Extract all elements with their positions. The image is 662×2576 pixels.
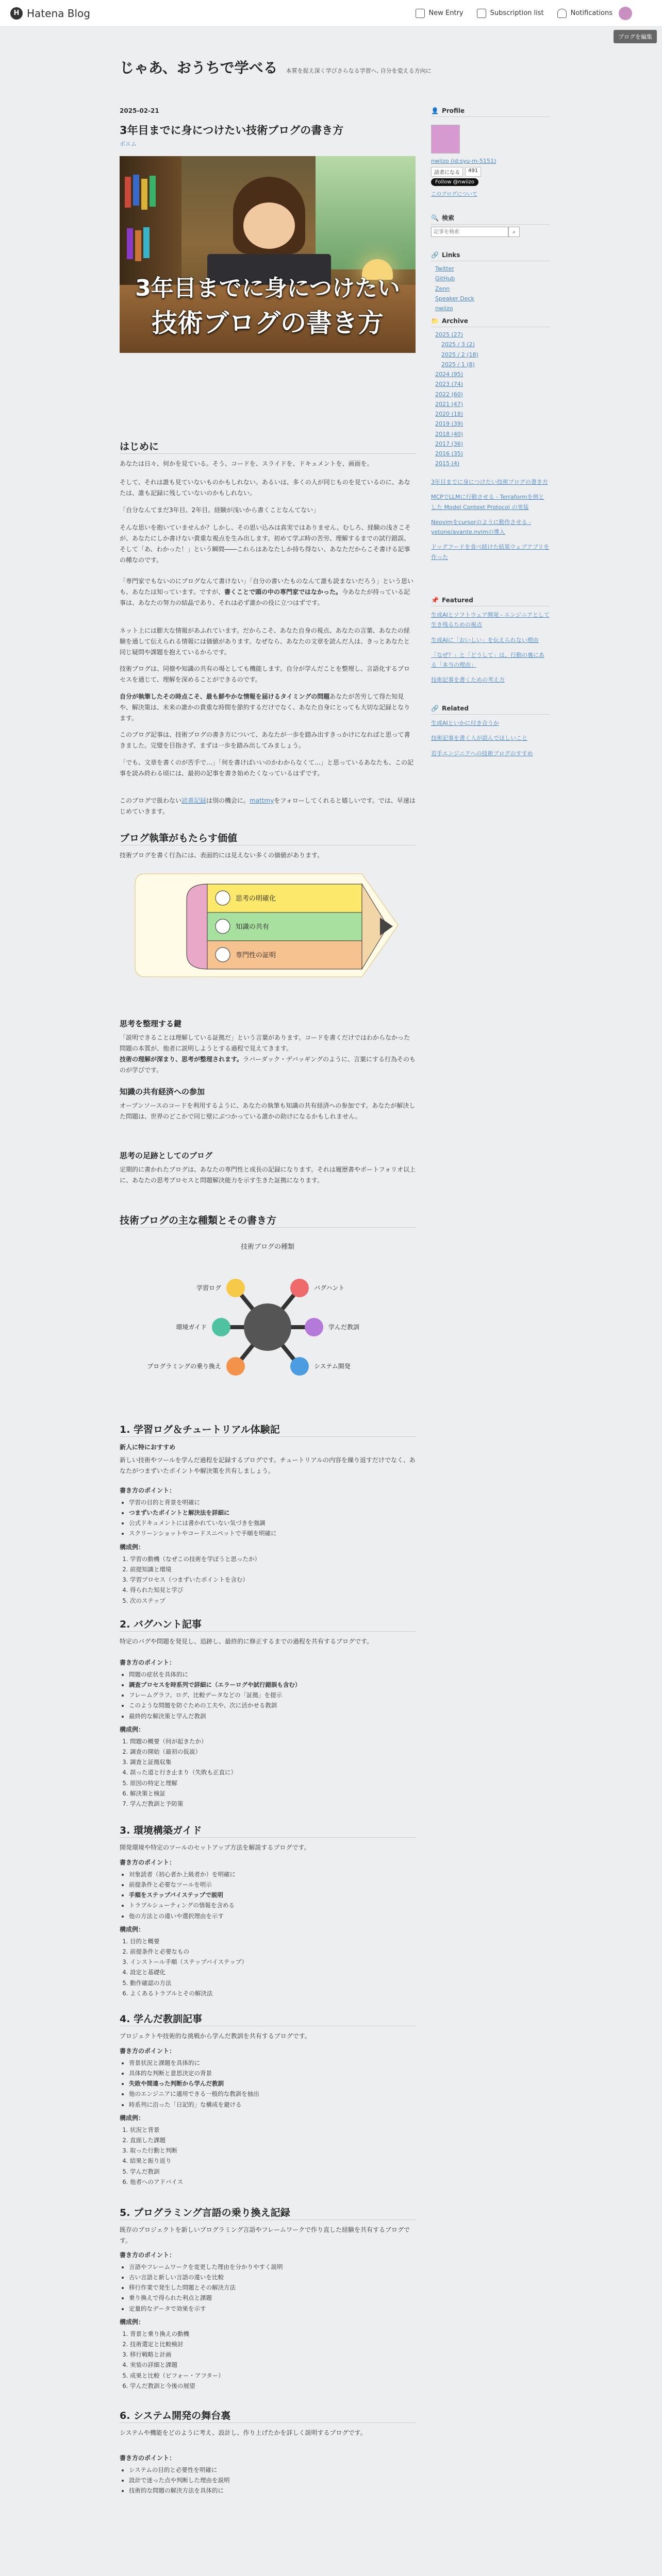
list-item: • 公式ドキュメントには書かれていない気づきを強調 xyxy=(129,1518,416,1528)
list-item: 2. 調査の開始（最初の仮説） xyxy=(130,1747,416,1757)
archive-item[interactable]: 2019 (39) xyxy=(435,420,464,428)
archive-item[interactable]: 2025 (27) xyxy=(435,331,464,338)
list-item: • 具体的な判断と意思決定の背景 xyxy=(129,2068,416,2078)
list-item: • 前提条件と必要なツールを明示 xyxy=(129,1879,416,1890)
paragraph: 既存のプロジェクトを新しいプログラミング言語やフレームワークで作り直した経験を共有するブログです。 xyxy=(120,2226,410,2244)
divider xyxy=(120,1631,416,1632)
list-item: • トラブルシューティングの情報を含める xyxy=(129,1900,416,1910)
points-label: 書き方のポイント： xyxy=(120,2251,176,2259)
link-item[interactable]: Speaker Deck xyxy=(435,295,474,302)
language-switch-icon xyxy=(226,1357,245,1376)
featured-heading: 📌 Featured xyxy=(431,597,550,606)
paragraph: 自分が執筆したその時点こそ、最も鮮やかな情報を届けるタイミングの問題あなたが苦労して得た知見や、解決策は、未来の誰かの貴重な時間を節約するだけでなく、あなた自身にとっても大切な記録となります。 xyxy=(120,693,410,722)
profile-heading: 👤 Profile xyxy=(431,107,550,117)
hub-label: 環境ガイド xyxy=(176,1324,207,1331)
archive-item[interactable]: 2018 (40) xyxy=(435,430,464,437)
list-item: 5. 動作確認の方法 xyxy=(130,1978,416,1988)
user-avatar[interactable] xyxy=(619,7,632,20)
archive-list xyxy=(435,330,478,469)
list-item: 2. 技術選定と比較検討 xyxy=(130,2339,416,2349)
character-face xyxy=(243,202,295,249)
heading-knowledge-sharing: 知識の共有経済への参加 xyxy=(120,1087,205,1096)
list-item: 2. 直面した課題 xyxy=(130,2135,416,2145)
book-illustration xyxy=(135,230,141,261)
book-illustration xyxy=(143,227,150,258)
hub-label: システム開発 xyxy=(314,1363,351,1370)
points-list xyxy=(120,2465,416,2496)
archive-item[interactable]: 2015 (4) xyxy=(435,460,460,467)
link-icon: 🔗 xyxy=(431,251,439,259)
paragraph: 「説明できることは理解している証拠だ」という言葉があります。コードを書くだけではわからなかった問題の本質が、他者に説明しようとする過程で見えてきます。 xyxy=(120,1034,410,1052)
hub-title: 技術ブログの種類 xyxy=(240,1243,295,1251)
list-item: 2. 前提知識と環境 xyxy=(130,1564,416,1574)
list-item: 1. 学習の動機（なぜこの技術を学ぼうと思ったか） xyxy=(130,1554,416,1564)
archive-item[interactable]: 2017 (36) xyxy=(435,440,464,447)
bug-icon xyxy=(290,1279,309,1297)
pencil-label: 思考の明確化 xyxy=(236,895,276,903)
paragraph: ネット上には膨大な情報があふれています。だからこそ、あなた自身の視点、あなたの言葉、あなたの経験を通して伝えられる情報には価値があります。なぜなら、あなたの文章を読んだ人は、きっとあなたと同じ疑問や課題を抱えているからです。 xyxy=(120,627,410,656)
entry-category[interactable]: ポエム xyxy=(120,141,137,148)
search-icon: 🔍 xyxy=(431,214,439,222)
archive-item[interactable]: 2020 (18) xyxy=(435,411,464,417)
hub-center xyxy=(244,1303,291,1351)
list-item: • 背景状況と課題を具体的に xyxy=(129,2058,416,2068)
list-item: 1. 目的と概要 xyxy=(130,1936,416,1946)
list-item: • このような問題を防ぐための工夫や、次に活かせる教訓 xyxy=(129,1700,416,1710)
link-item[interactable]: Twitter xyxy=(435,265,454,272)
list-item: 3. 移行戦略と計画 xyxy=(130,2349,416,2360)
list-item: 2. 前提条件と必要なもの xyxy=(130,1946,416,1957)
heading-type-3: 3. 環境構築ガイド xyxy=(120,1825,202,1836)
paragraph: 「自分なんてまだ3年目、2年目。経験が浅いから書くことなんてない」 xyxy=(120,506,320,514)
list-item: 3. 取った行動と判断 xyxy=(130,2145,416,2156)
paragraph: 特定のバグや問題を発見し、追跡し、最終的に修正するまでの過程を共有するブログです。 xyxy=(120,1638,373,1645)
book-illustration xyxy=(133,175,139,206)
list-item: 4. 得られた知見と学び xyxy=(130,1585,416,1595)
pin-icon: 📌 xyxy=(431,597,439,604)
profile-avatar[interactable] xyxy=(431,125,460,154)
list-item: 1. 問題の概要（何が起きたか） xyxy=(130,1736,416,1747)
pencil-band-sharing xyxy=(207,912,362,941)
archive-icon: 📁 xyxy=(431,317,439,325)
blog-header xyxy=(120,57,432,77)
list-item: 3. 学習プロセス（つまずいたポイントを含む） xyxy=(130,1574,416,1585)
share-icon xyxy=(216,919,230,934)
list-item: • 設計で迷った点や判断した理由を説明 xyxy=(129,2475,416,2485)
lightbulb-icon xyxy=(216,891,230,905)
structure-label: 構成例： xyxy=(120,1926,145,1933)
reading-log-link[interactable]: 読書記録 xyxy=(181,797,207,804)
heading-blog-value: ブログ執筆がもたらす価値 xyxy=(120,833,238,844)
heading-type-2: 2. バグハント記事 xyxy=(120,1619,202,1630)
archive-item[interactable]: 2025 / 2 (18) xyxy=(441,351,478,358)
main-article xyxy=(120,107,416,2495)
hub-label: プログラミングの乗り換え xyxy=(147,1363,221,1370)
heading-introduction: はじめに xyxy=(120,441,159,452)
paragraph: このブログで扱わない読書記録は別の機会に。mattmyをフォローしてくれると嬉しいです。では、早速はじめていきます。 xyxy=(120,797,416,815)
points-label: 書き方のポイント： xyxy=(120,1659,176,1666)
points-label: 書き方のポイント： xyxy=(120,2454,176,2462)
pencil-diagram xyxy=(130,869,405,982)
list-item: • 移行作業で発生した問題とその解決方法 xyxy=(129,2282,416,2293)
link-item[interactable]: nwiizo xyxy=(435,305,453,312)
paragraph: 新しい技術やツールを学んだ過程を記録するブログです。チュートリアルの内容を繰り返すだけでなく、あなたがつまずいたポイントや解決策を共有しましょう。 xyxy=(120,1456,416,1475)
hub-label: バグハント xyxy=(314,1284,345,1292)
list-item: 6. 他者へのアドバイス xyxy=(130,2177,416,2187)
paragraph: 技術ブログを書く行為には、表面的には見えない多くの価値があります。 xyxy=(120,852,324,859)
heading-type-6: 6. システム開発の舞台裏 xyxy=(120,2410,231,2421)
pencil-band-expertise xyxy=(207,941,362,969)
paragraph: 「専門家でもないのにブログなんて書けない」「自分の書いたものなんて誰も読まないだろう」という思いも、あなたは知っています。ですが、書くことで頭の中の専門家ではなかった。今あなたが持っている記事は、あなたの努力の結晶であり、それは必ず誰かの役に立つはずです。 xyxy=(120,578,414,606)
list-item: 4. 設定と基礎化 xyxy=(130,1967,416,1977)
user-icon: 👤 xyxy=(431,107,439,114)
hero-title-line1: 3年目までに身につけたい xyxy=(135,275,400,302)
structure-label: 構成例： xyxy=(120,1726,145,1733)
points-list xyxy=(120,2058,416,2110)
points-list xyxy=(120,1669,416,1721)
bell-icon xyxy=(557,9,567,18)
divider xyxy=(120,2422,416,2423)
setup-guide-icon xyxy=(212,1318,230,1336)
list-item: • 問題の症状を具体的に xyxy=(129,1669,416,1680)
heading-blog-footprint: 思考の足跡としてのブログ xyxy=(120,1151,213,1160)
search-input[interactable] xyxy=(431,227,508,237)
hatena-logo[interactable]: H Hatena Blog xyxy=(10,7,90,20)
blog-types-hub-diagram xyxy=(144,1234,391,1399)
list-item: 5. 学んだ教訓 xyxy=(130,2166,416,2177)
archive-item[interactable]: 2025 / 1 (8) xyxy=(441,361,475,368)
paragraph: 技術ブログは、同僚や知識の共有の場としても機能します。自分が学んだことを整理し、言語化するプロセスを通じて、理解を深めることができるのです。 xyxy=(120,665,410,683)
lesson-icon xyxy=(305,1318,323,1336)
paragraph: システムや機能をどのように考え、設計し、作り上げたかを詳しく説明するブログです。 xyxy=(120,2429,367,2436)
link-item[interactable]: Zenn xyxy=(435,285,450,292)
list-item: • 時系列に沿った「日記的」な構成を避ける xyxy=(129,2099,416,2110)
follow-twitter-button[interactable]: Follow @nwiizo xyxy=(431,178,478,186)
list-item: • スクリーンショットやコードスニペットで手順を明確に xyxy=(129,1528,416,1538)
related-entry-link[interactable]: 技術記事を書く人が読んでほしいこと xyxy=(431,735,527,742)
list-item: 5. 成果と比較（ビフォー・アフター） xyxy=(130,2370,416,2381)
divider xyxy=(120,2219,416,2220)
points-list xyxy=(120,2262,416,2314)
search-submit-button[interactable]: ⌕ xyxy=(508,227,520,237)
list-item: • 技術的な問題の解決方法を具体的に xyxy=(129,2485,416,2496)
subscription-list-button[interactable]: Subscription list xyxy=(477,9,544,18)
pencil-eraser xyxy=(187,884,207,969)
paragraph: あなたは日々、何かを見ている。そう、コードを、スライドを、ドキュメントを、画面を。 xyxy=(120,460,373,467)
divider xyxy=(120,1227,416,1228)
list-item: 4. 実装の詳細と課題 xyxy=(130,2360,416,2370)
badge-icon xyxy=(216,947,230,962)
list-item: 3. インストール手順（ステップバイステップ） xyxy=(130,1957,416,1967)
structure-list xyxy=(120,1736,416,1809)
mattmy-link[interactable]: mattmy xyxy=(250,797,274,804)
archive-heading: 📁 Archive xyxy=(431,317,550,327)
list-item: • 言語やフレームワークを変更した理由を分かりやすく説明 xyxy=(129,2262,416,2272)
pen-icon xyxy=(416,9,425,18)
structure-list xyxy=(120,1554,416,1606)
paragraph: そして、それは誰も見ていないものかもしれない。あるいは、多くの人が同じものを見ているのに、あなたは、誰も記録に残していないのかもしれない。 xyxy=(120,479,410,497)
reader-count: 491 xyxy=(465,167,481,177)
search-form xyxy=(431,227,520,237)
list-item: • 最終的な解決策と学んだ教訓 xyxy=(129,1711,416,1721)
featured-entry-link[interactable]: 技術記事を書くための考え方 xyxy=(431,676,505,684)
recent-entry-link[interactable]: ドッグフードを食べ続けた結果ウェブアプリを作った xyxy=(431,544,550,561)
reader-button-group xyxy=(431,167,481,177)
list-item: • 調査プロセスを時系列で詳細に（エラーログや試行錯誤も含む） xyxy=(129,1680,416,1690)
related-entry-link[interactable]: 若手エンジニアへの技術ブログのすすめ xyxy=(431,750,533,757)
blog-description: 本質を捉え深く学びさらなる学習へ, 自分を変える方向に xyxy=(286,67,432,74)
list-item: • 手順をステップバイステップで説明 xyxy=(129,1890,416,1900)
related-heading: 🔗 Related xyxy=(431,705,550,715)
list-icon xyxy=(477,9,486,18)
featured-entry-link[interactable]: 生成AIに「おいしい」を伝えられない理由 xyxy=(431,636,539,643)
list-item: • 定量的なデータで効果を示す xyxy=(129,2303,416,2314)
book-illustration xyxy=(141,179,147,210)
paragraph: オープンソースのコードを利用するように、あなたの執筆も知識の共有経済への参加です。あなたが解決した問題は、世界のどこかで同じ壁にぶつかっている誰かの助けになるかもしれません。 xyxy=(120,1102,416,1120)
heading-blog-types: 技術ブログの主な種類とその書き方 xyxy=(120,1215,277,1226)
book-illustration xyxy=(125,177,131,208)
recent-entry-link[interactable]: MCPでLLMに行動させる - Terraformを例とした Model Context Protocol の実装 xyxy=(431,494,544,511)
list-item: • 他のエンジニアに適用できる一般的な教訓を抽出 xyxy=(129,2089,416,2099)
points-label: 書き方のポイント： xyxy=(120,1487,176,1494)
paragraph: このブログ記事は、技術ブログの書き方について、あなたが一歩を踏み出すきっかけになればと思って書きました。完璧を目指さず、まずは一歩を踏み出してみましょう。 xyxy=(120,731,410,749)
points-label: 書き方のポイント： xyxy=(120,1859,176,1866)
divider xyxy=(120,1436,416,1437)
book-illustration xyxy=(127,228,133,259)
heading-type-4: 4. 学んだ教訓記事 xyxy=(120,2013,203,2025)
links-heading: 🔗 Links xyxy=(431,251,550,261)
search-heading: 🔍 検索 xyxy=(431,213,550,225)
pencil-label: 知識の共有 xyxy=(236,923,270,931)
list-item: 7. 学んだ教訓と予防策 xyxy=(130,1799,416,1809)
archive-item[interactable]: 2025 / 3 (2) xyxy=(441,341,475,348)
hub-label: 学んだ教訓 xyxy=(328,1324,360,1331)
paragraph: 技術の理解が深まり、思考が整理されます。ラバーダック・デバッギングのように、言葉にする行為そのものが学びです。 xyxy=(120,1056,416,1074)
list-item: 4. 誤った道と行き止まり（失敗も正直に） xyxy=(130,1767,416,1777)
hero-image xyxy=(120,156,416,353)
archive-item[interactable]: 2021 (47) xyxy=(435,400,464,408)
entry-date[interactable]: 2025-02-21 xyxy=(120,107,159,114)
notifications-button[interactable]: Notifications xyxy=(557,9,613,18)
archive-item[interactable]: 2023 (74) xyxy=(435,381,464,388)
blog-title[interactable]: じゃあ、おうちで学べる xyxy=(120,59,278,76)
list-item: • 対象読者（初心者か上級者か）を明確に xyxy=(129,1869,416,1879)
related-list xyxy=(431,718,550,758)
list-item: 1. 背景と乗り換えの動機 xyxy=(130,2329,416,2339)
list-item: 5. 次のステップ xyxy=(130,1596,416,1606)
recent-entry-link[interactable]: Neovimをcursorのように動作させる - yetone/avante.nvimの導入 xyxy=(431,518,531,535)
recent-entry-link[interactable]: 3年目までに身につけたい技術ブログの書き方 xyxy=(431,479,548,485)
archive-item[interactable]: 2016 (35) xyxy=(435,450,464,457)
featured-entry-link[interactable]: 生成AIとソフトウェア開発 - エンジニアとして生き残るための視点 xyxy=(431,612,550,629)
recent-entries-list xyxy=(431,477,550,562)
heading-type-5: 5. プログラミング言語の乗り換え記録 xyxy=(120,2207,290,2218)
book-illustration xyxy=(150,176,156,207)
pencil-band-thinking xyxy=(207,884,362,912)
profile-name-link[interactable]: nwiizo (id:syu-m-5151) xyxy=(431,158,496,164)
list-item: 6. 学んだ教訓と今後の展望 xyxy=(130,2381,416,2391)
paragraph: 定期的に書かれたブログは、あなたの専門性と成長の記録になります。それは履歴書やポートフォリオ以上に、あなたの思考プロセスと問題解決能力を示す生きた証拠になります。 xyxy=(120,1166,416,1184)
structure-label: 構成例： xyxy=(120,1544,145,1551)
top-bar xyxy=(0,0,662,27)
entry-title[interactable]: 3年目までに身につけたい技術ブログの書き方 xyxy=(120,124,344,137)
paragraph: 開発環境や特定のツールのセットアップ方法を解説するブログです。 xyxy=(120,1844,310,1851)
structure-list xyxy=(120,2125,416,2187)
list-item: • 古い言語と新しい言語の違いを比較 xyxy=(129,2272,416,2282)
structure-label: 構成例： xyxy=(120,2318,145,2326)
points-label: 書き方のポイント： xyxy=(120,2047,176,2055)
list-item: • 他の方法との違いや選択理由を示す xyxy=(129,1911,416,1921)
hatena-icon: H xyxy=(10,7,23,20)
hero-title-line2: 技術ブログの書き方 xyxy=(152,308,384,338)
divider xyxy=(120,453,416,454)
list-item: • システムの目的と必要性を明確に xyxy=(129,2465,416,2475)
list-item: 3. 調査と証拠収集 xyxy=(130,1757,416,1767)
points-list xyxy=(120,1869,416,1921)
structure-list xyxy=(120,2329,416,2391)
paragraph: プロジェクトや技術的な挑戦から学んだ教訓を共有するブログです。 xyxy=(120,2032,311,2040)
paragraph: 「でも、文章を書くのが苦手で…」「何を書けばいいのかわからなくて…」と思っているあなたも、この記事を読み終わる頃には、最初の記事を書き始めたくなっているはずです。 xyxy=(120,759,414,777)
archive-item[interactable]: 2024 (95) xyxy=(435,371,464,378)
new-entry-button[interactable]: New Entry xyxy=(416,9,464,18)
structure-label: 構成例： xyxy=(120,2114,145,2122)
list-item: 1. 状況と背景 xyxy=(130,2125,416,2135)
sidebar xyxy=(431,107,550,757)
learning-log-icon xyxy=(226,1279,245,1297)
points-list xyxy=(120,1497,416,1539)
structure-list xyxy=(120,1936,416,1998)
about-blog-link[interactable]: このブログについて xyxy=(431,192,477,197)
paragraph: そんな思いを抱いていませんか？しかし、その思い込みは真実ではありません。むしろ、経験の浅さこそが、あなたにしか書けない貴重な視点を生み出します。初めて学ぶ時の苦労、理解するまでの試行錯誤、そして「あ、わかった！」という瞬間――これらはあなたしか持ち得ない、あなただからこそ書ける記事の種なのです。 xyxy=(120,524,411,564)
related-entry-link[interactable]: 生成AIといかに付き合うか xyxy=(431,720,499,726)
links-list xyxy=(435,264,474,313)
featured-entry-link[interactable]: 「なぜ？」と「どうして」は、行動の裏にある「本当の理由」 xyxy=(431,651,544,668)
recommendation-label: 新人に特におすすめ xyxy=(120,1444,176,1451)
list-item: • フレームグラフ、ログ、比較データなどの「証拠」を提示 xyxy=(129,1690,416,1700)
divider xyxy=(120,1837,416,1838)
related-icon: 🔗 xyxy=(431,705,439,712)
window-illustration xyxy=(316,156,416,269)
system-dev-icon xyxy=(290,1357,309,1376)
pencil-label: 専門性の証明 xyxy=(236,952,276,959)
list-item: 6. よくあるトラブルとその解決法 xyxy=(130,1988,416,1998)
heading-type-1: 1. 学習ログ＆チュートリアル体験記 xyxy=(120,1424,280,1435)
link-item[interactable]: GitHub xyxy=(435,275,455,282)
list-item: 6. 解決策と検証 xyxy=(130,1788,416,1799)
archive-item[interactable]: 2022 (60) xyxy=(435,391,464,398)
list-item: • つまずいたポイントと解決法を詳細に xyxy=(129,1507,416,1518)
list-item: 4. 結果と振り返り xyxy=(130,2156,416,2166)
list-item: • 乗り換えで得られた利点と課題 xyxy=(129,2293,416,2303)
list-item: • 学習の目的と背景を明確に xyxy=(129,1497,416,1507)
subscribe-button[interactable]: 読者になる xyxy=(431,167,463,177)
list-item: • 失敗や間違った判断から学んだ教訓 xyxy=(129,2078,416,2089)
heading-organize-thinking: 思考を整理する鍵 xyxy=(120,1019,182,1028)
list-item: 5. 原因の特定と理解 xyxy=(130,1778,416,1788)
featured-list xyxy=(431,610,550,685)
hub-label: 学習ログ xyxy=(196,1284,221,1292)
edit-blog-button[interactable]: ブログを編集 xyxy=(614,30,657,43)
